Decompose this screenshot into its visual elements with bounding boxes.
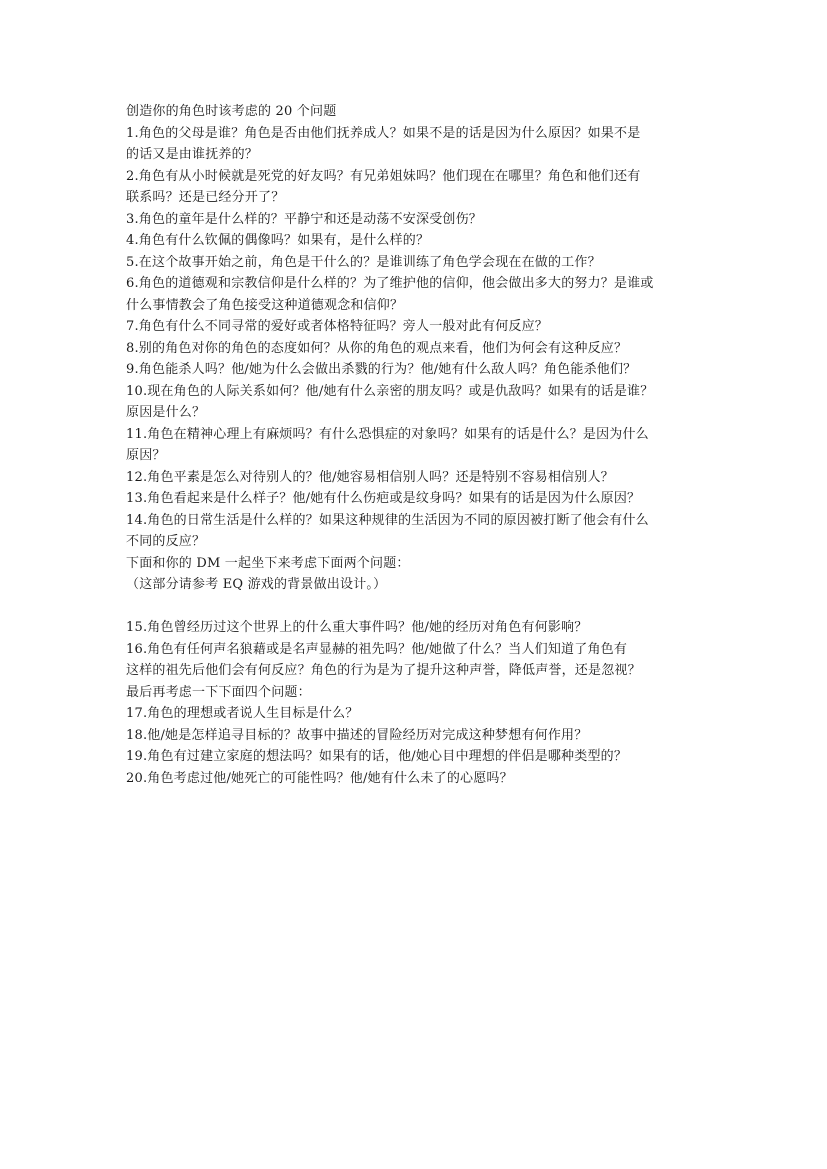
question-6-line-2: 什么事情教会了角色接受这种道德观念和信仰？ — [126, 297, 404, 313]
question-11-line-2: 原因？ — [126, 448, 166, 463]
document-title: 创造你的角色时该考虑的 20 个问题 — [126, 104, 337, 119]
question-1-line-2: 的话又是由谁抚养的？ — [126, 147, 259, 162]
question-10-line-1: 10.现在角色的人际关系如何？他/她有什么亲密的朋友吗？或是仇敌吗？如果有的话是谁？ — [126, 383, 654, 399]
question-3: 3.角色的童年是什么样的？平静宁和还是动荡不安深受创伤？ — [126, 211, 483, 227]
question-9: 9.角色能杀人吗？他/她为什么会做出杀戮的行为？他/她有什么敌人吗？角色能杀他们？ — [126, 362, 637, 377]
question-6-line-1: 6.角色的道德观和宗教信仰是什么样的？为了维护他的信仰，他会做出多大的努力？是谁或 — [126, 276, 654, 291]
question-13: 13.角色看起来是什么样子？他/她有什么伤疤或是纹身吗？如果有的话是因为什么原因？ — [126, 491, 641, 506]
question-17: 17.角色的理想或者说人生目标是什么？ — [126, 706, 359, 721]
question-15: 15.角色曾经历过这个世界上的什么重大事件吗？他/她的经历对角色有何影响？ — [126, 620, 588, 635]
question-12: 12.角色平素是怎么对待别人的？他/她容易相信别人吗？还是特别不容易相信别人？ — [126, 469, 614, 485]
question-14-line-1: 14.角色的日常生活是什么样的？如果这种规律的生活因为不同的原因被打断了他会有什么 — [126, 512, 649, 528]
document-body — [126, 101, 716, 789]
question-19: 19.角色有过建立家庭的想法吗？如果有的话，他/她心目中理想的伴侣是哪种类型的？ — [126, 749, 628, 764]
question-4: 4.角色有什么钦佩的偶像吗？如果有，是什么样的？ — [126, 233, 430, 248]
question-5: 5.在这个故事开始之前，角色是干什么的？是谁训练了角色学会现在在做的工作？ — [126, 254, 601, 270]
question-11-line-1: 11.角色在精神心理上有麻烦吗？有什么恐惧症的对象吗？如果有的话是什么？是因为什么 — [126, 426, 649, 442]
question-18: 18.他/她是怎样追寻目标的？故事中描述的冒险经历对完成这种梦想有何作用？ — [126, 727, 588, 743]
section-intro-final: 最后再考虑一下下面四个问题： — [126, 684, 311, 700]
blank-line — [126, 596, 716, 618]
section-note-eq: （这部分请参考 EQ 游戏的背景做出设计。） — [126, 577, 387, 592]
question-14-line-2: 不同的反应？ — [126, 534, 206, 549]
question-1-line-1: 1.角色的父母是谁？角色是否由他们抚养成人？如果不是的话是因为什么原因？如果不是 — [126, 125, 641, 141]
question-16-line-1: 16.角色有任何声名狼藉或是名声显赫的祖先吗？他/她做了什么？当人们知道了角色有 — [126, 641, 628, 657]
question-10-line-2: 原因是什么？ — [126, 405, 206, 420]
section-intro-dm: 下面和你的 DM 一起坐下来考虑下面两个问题： — [126, 555, 410, 571]
question-16-line-2: 这样的祖先后他们会有何反应？角色的行为是为了提升这种声誉，降低声誉，还是忽视？ — [126, 663, 641, 678]
question-2-line-1: 2.角色有从小时候就是死党的好友吗？有兄弟姐妹吗？他们现在在哪里？角色和他们还有 — [126, 168, 641, 184]
question-7: 7.角色有什么不同寻常的爱好或者体格特征吗？旁人一般对此有何反应？ — [126, 319, 549, 334]
question-20: 20.角色考虑过他/她死亡的可能性吗？他/她有什么未了的心愿吗？ — [126, 770, 513, 786]
question-8: 8.别的角色对你的角色的态度如何？从你的角色的观点来看，他们为何会有这种反应？ — [126, 340, 628, 356]
question-2-line-2: 联系吗？还是已经分开了？ — [126, 190, 285, 205]
